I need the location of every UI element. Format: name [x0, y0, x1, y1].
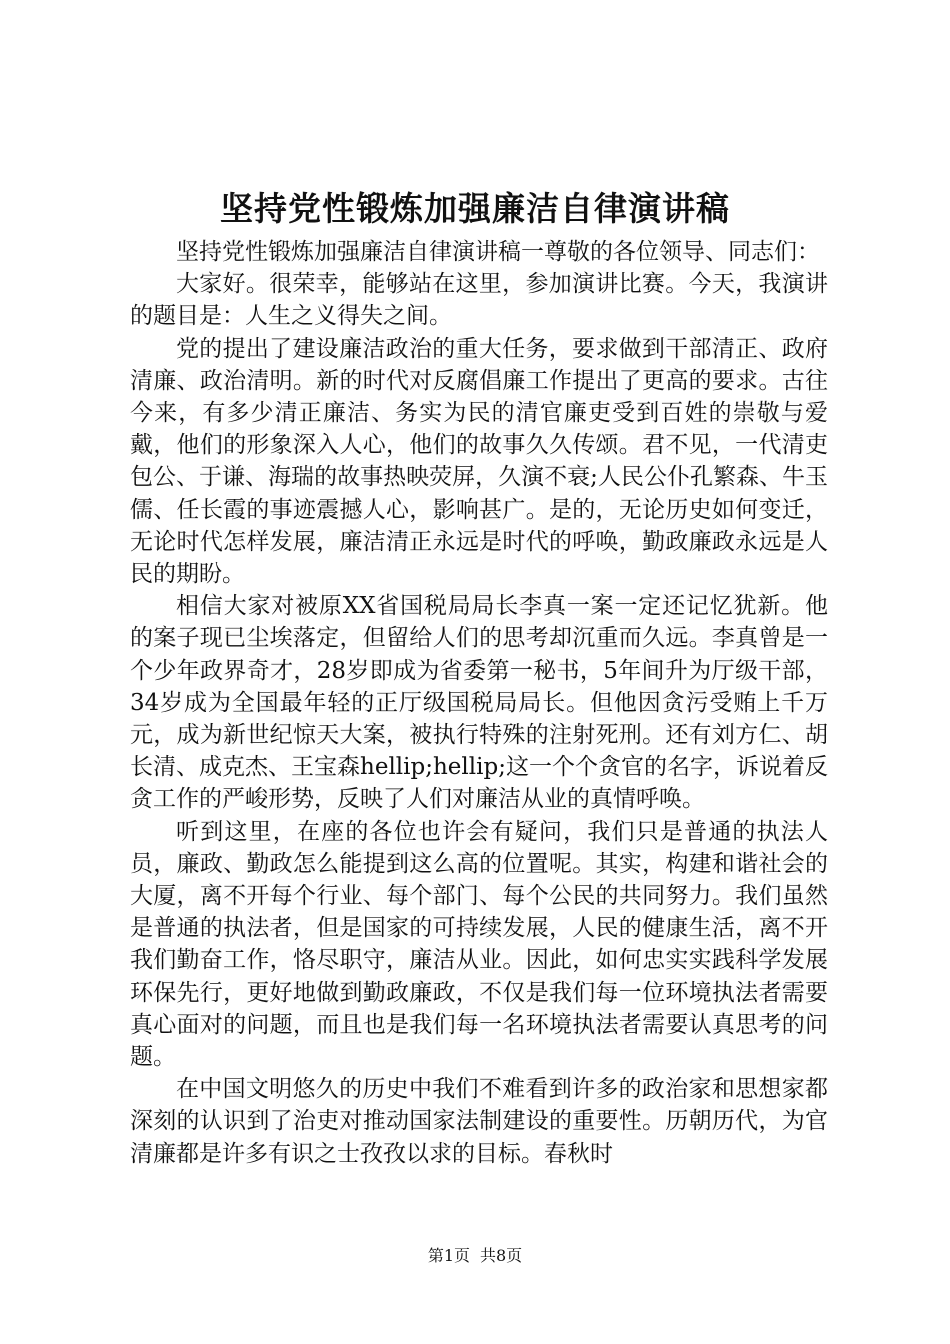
- document-body: [130, 236, 828, 1170]
- paragraph-li-zhen-case: 相信大家对被原XX省国税局局长李真一案一定还记忆犹新。他的案子现已尘埃落定，但留给人们的思考却沉重而久远。李真曾是一个少年政界奇才，28岁即成为省委第一秘书，5年间升为厅级干部，34岁成为全国最年轻的正厅级国税局局长。但他因贪污受贿上千万元，成为新世纪惊天大案，被执行特殊的注射死刑。还有刘方仁、胡长清、成克杰、王宝森hellip;hellip;这一个个贪官的名字，诉说着反贪工作的严峻形势，反映了人们对廉洁从业的真情呼唤。: [130, 593, 828, 813]
- paragraph-law-enforcers: 听到这里，在座的各位也许会有疑问，我们只是普通的执法人员，廉政、勤政怎么能提到这么高的位置呢。其实，构建和谐社会的大厦，离不开每个行业、每个部门、每个公民的共同努力。我们虽然是普通的执法者，但是国家的可持续发展，人民的健康生活，离不开我们勤奋工作，恪尽职守，廉洁从业。因此，如何忠实实践科学发展环保先行，更好地做到勤政廉政，不仅是我们每一位环境执法者需要真心面对的问题，而且也是我们每一名环境执法者需要认真思考的问题。: [130, 818, 828, 1071]
- paragraph-party-task: 党的提出了建设廉洁政治的重大任务，要求做到干部清正、政府清廉、政治清明。新的时代对反腐倡廉工作提出了更高的要求。古往今来，有多少清正廉洁、务实为民的清官廉吏受到百姓的崇敬与爱戴，他们的形象深入人心，他们的故事久久传颂。君不见，一代清吏包公、于谦、海瑞的故事热映荧屏，久演不衰;人民公仆孔繁森、牛玉儒、任长霞的事迹震撼人心，影响甚广。是的，无论历史如何变迁，无论时代怎样发展，廉洁清正永远是时代的呼唤，勤政廉政永远是人民的期盼。: [130, 335, 828, 588]
- page-footer: [0, 1244, 950, 1268]
- paragraph-history: 在中国文明悠久的历史中我们不难看到许多的政治家和思想家都深刻的认识到了治吏对推动国家法制建设的重要性。历朝历代，为官清廉都是许多有识之士孜孜以求的目标。春秋时: [130, 1076, 828, 1167]
- paragraph-intro: 坚持党性锻炼加强廉洁自律演讲稿一尊敬的各位领导、同志们：: [176, 239, 820, 265]
- page-number: 第1页: [427, 1246, 470, 1265]
- document-title: 坚持党性锻炼加强廉洁自律演讲稿: [220, 189, 730, 228]
- paragraph-greeting: 大家好。很荣幸，能够站在这里，参加演讲比赛。今天，我演讲的题目是：人生之义得失之间。: [130, 271, 828, 330]
- page-total: 共8页: [480, 1246, 523, 1265]
